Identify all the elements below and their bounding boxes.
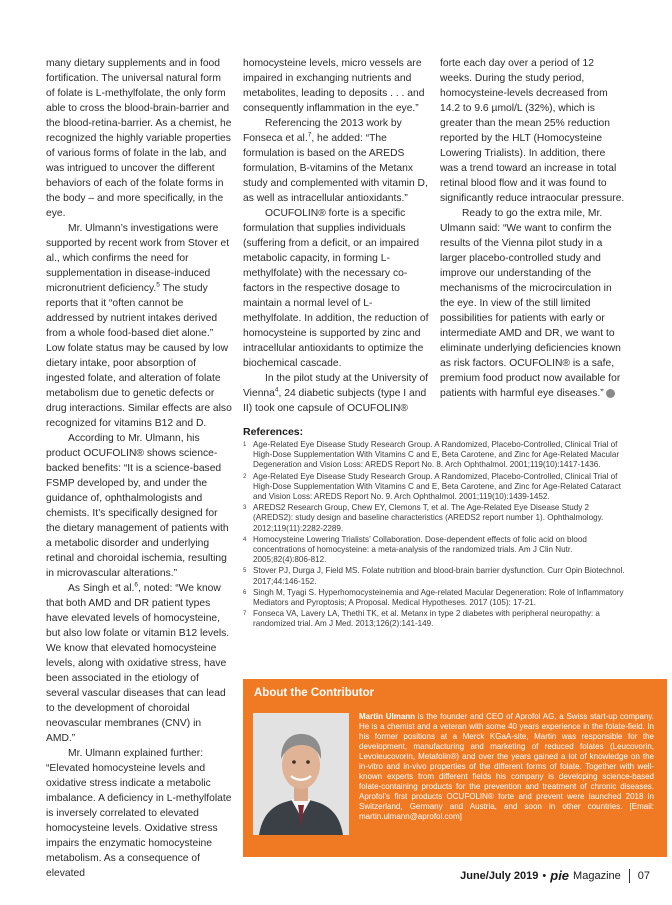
contributor-name: Martin Ulmann [359, 712, 416, 721]
paragraph-text: , 24 diabetic subjects (type I and II) took one capsule of OCUFOLIN® [243, 388, 427, 414]
paragraph [46, 581, 232, 746]
reference-item [243, 440, 625, 471]
reference-item [243, 566, 625, 586]
reference-text: Age-Related Eye Disease Study Research Group. A Randomized, Placebo-Controlled, Clinical Trial of High-Dose Supplementation With Vitamins C and E, Beta Carotene, and Zinc for Age-Related Macular Degeneration and Vision Loss: AREDS Report No. 8. Arch Ophthalmol. 2001;119(10):1417-1436. [253, 440, 620, 470]
reference-item [243, 472, 625, 503]
reference-item [243, 588, 625, 608]
paragraph-text: Referencing the 2013 work by Fonseca et al. [243, 118, 402, 144]
contributor-box [243, 679, 667, 857]
reference-text: Homocysteine Lowering Trialists’ Collaboration. Dose-dependent effects of folic acid on blood concentrations of homocysteine: a meta-analysis of the randomized trials. Am J Clin Nutr. 2005;82(4):806-812. [253, 534, 587, 565]
portrait-illustration [253, 713, 349, 835]
magazine-logo: pie [550, 868, 570, 883]
paragraph: According to Mr. Ulmann, his product OCUFOLIN® shows science-backed benefits: “It is a science-based FSMP developed by, and under the guidance of, ophthalmologists and chemists. It’s specifically designed for the dietary management of patients with a metabolic disorder and underlying retinal and choroidal ischemia, resulting in microvascular alterations.” [46, 433, 229, 579]
article-column-1 [46, 56, 232, 881]
paragraph-text: In the pilot study at the University of Vienna [243, 373, 429, 399]
contributor-photo [253, 713, 349, 835]
paragraph-text: , noted: “We know that both AMD and DR patient types have elevated levels of homocysteine, but also low folate or vitamin B12 levels. We know that elevated homocysteine levels, along with oxidative stress, have been associated in the etiology of several vascular diseases that can lead to the development of choroidal neovascular membranes (CNV) in AMD.” [46, 583, 230, 744]
reference-number: 2 [243, 473, 247, 480]
paragraph: Mr. Ulmann explained further: “Elevated homocysteine levels and oxidative stress indicate a metabolic imbalance. A deficiency in L-methylfolate is inversely correlated to elevated homocysteine levels. Oxidative stress impairs the enzymatic homocysteine metabolism. As a consequence of elevated [46, 748, 232, 879]
contributor-bio-text: is the founder and CEO of Aprofol AG, a Swiss start-up company. He is a chemist and a veteran with some 40 years experience in the folate-field. In his former positions at a Merck KGaA-site, Martin was responsible for the development, manufacturing and marketing of reduced folates (Leucovorin, Levoleucovorin, Metafolin®) and over the years gained a lot of knowledge on the in-vitro and in-vivo properties of the different forms of folate. Together with well-known experts from different fields his company is developing science-based folate-containing products for the prevention and treatment of chronic diseases. Aprofol’s first products OCUFOLIN® forte and prevent were launched 2018 in Switzerland, Germany and Austria, and soon in other countries. [Email: martin.ulmann@aprofol.com] [359, 712, 655, 821]
citation-marker: 5 [156, 281, 160, 289]
reference-number: 5 [243, 568, 247, 575]
footer-bullet: • [542, 869, 547, 882]
page-number: 07 [637, 869, 650, 882]
paragraph-text: As Singh et al. [68, 583, 135, 594]
references-section [243, 426, 625, 631]
reference-item [243, 535, 625, 566]
paragraph [440, 206, 626, 401]
reference-number: 3 [243, 505, 247, 512]
reference-number: 1 [243, 442, 247, 448]
reference-text: AREDS2 Research Group, Chew EY, Clemons T, et al. The Age-Related Eye Disease Study 2 (AREDS2): study design and baseline characteristics (AREDS2 report number 1). Ophthalmology. 2012;119(11):2282-2289. [253, 503, 604, 533]
contributor-box-title: About the Contributor [254, 687, 375, 699]
paragraph: many dietary supplements and in food fortification. The universal natural form of folate is L-methylfolate, the only form able to cross the blood-brain-barrier and the blood-retina-barrier. As a chemist, he recognized the highly variable properties of various forms of folate in the lab, and was intrigued to uncover the different behaviors of each of the folate forms in the body – and more specifically, in the eye. [46, 58, 232, 219]
contributor-bio [359, 712, 654, 822]
reference-text: Fonseca VA, Lavery LA, Thethi TK, et al. Metanx in type 2 diabetes with peripheral neuropathy: a randomized trial. Am J Med. 2013;126(2):141-149. [253, 609, 600, 629]
reference-text: Singh M, Tyagi S. Hyperhomocysteinemia and Age-related Macular Degeneration: Role of Inflammatory Mediators and Pyroptosis; A Proposal. Medical Hypotheses. 2017 (105): 17-21. [253, 587, 624, 608]
paragraph [46, 221, 232, 431]
reference-number: 6 [243, 589, 247, 596]
paragraph: OCUFOLIN® forte is a specific formulation that supplies individuals (suffering from a deficit, or an impaired metabolic capacity, in forming L-methylfolate) with the necessary co-factors in the respective dosage to maintain a normal level of L-methylfolate. In addition, the reduction of homocysteine is supported by zinc and intracellular antioxidants to optimize the biochemical cascade. [243, 208, 429, 369]
article-column-3 [440, 56, 626, 401]
reference-item [243, 609, 625, 629]
paragraph: homocysteine levels, micro vessels are impaired in exchanging nutrients and metabolites, leading to deposits . . . and consequently inflammation in the eye.” [243, 58, 425, 114]
article-column-2 [243, 56, 429, 416]
paragraph-text: The study reports that it “often cannot be addressed by nutrient intakes derived from a whole food-based diet alone.” Low folate status may be caused by low dietary intake, poor absorption of ingested folate, and alteration of folate metabolism due to genetic defects or drug interactions. Similar effects are also recognized for vitamins B12 and D. [46, 283, 232, 429]
paragraph: forte each day over a period of 12 weeks. During the study period, homocysteine-levels decreased from 14.2 to 9.6 µmol/L (32%), which is greater than the mean 25% reduction reported by the HLT (Homocysteine Lowering Trialists). In addition, there was a trend toward an increase in total retinal blood flow and it was found to significantly reduce intraocular pressure. [440, 58, 625, 204]
references-list [243, 440, 625, 630]
end-of-article-icon [606, 389, 615, 398]
paragraph [243, 116, 429, 206]
reference-text: Age-Related Eye Disease Study Research Group. A Randomized, Placebo-Controlled, Clinical Trial of High-Dose Supplementation With Vitamins C and E, Beta Carotene, and Zinc for Age-Related Cataract and Vision Loss: AREDS Report No. 9. Arch Ophthalmol. 2001;119(10):1439-1452. [253, 471, 621, 502]
references-heading: References: [243, 426, 304, 438]
paragraph [243, 371, 429, 416]
magazine-label: Magazine [573, 869, 621, 882]
footer-divider [629, 869, 630, 883]
citation-marker: 4 [274, 386, 279, 394]
reference-number: 4 [243, 536, 247, 543]
citation-marker: 6 [134, 581, 139, 589]
paragraph-text: Ready to go the extra mile, Mr. Ulmann said: “We want to confirm the results of the Vienna pilot study in a larger placebo-controlled study and improve our understanding of the mechanisms of the microcirculation in the eye. In view of the still limited possibilities for patients with early or intermediate AMD and DR, we want to eliminate underlying deficiencies known as risk factors. OCUFOLIN® is a safe, premium food product now available for patients with harmful eye diseases.” [440, 208, 621, 399]
reference-text: Stover PJ, Durga J, Field MS. Folate nutrition and blood-brain barrier dysfunction. Curr Opin Biotechnol. 2017;44:146-152. [253, 566, 625, 586]
reference-number: 7 [243, 611, 247, 618]
issue-date: June/July 2019 [460, 869, 539, 882]
citation-marker: 7 [307, 131, 312, 139]
reference-item [243, 503, 625, 534]
page-footer [460, 868, 650, 883]
paragraph-text: Mr. Ulmann’s investigations were supported by recent work from Stover et al., which confirms the need for supplementation in disease-induced micronutrient deficiency. [46, 223, 230, 294]
paragraph-text: , he added: “The formulation is based on the AREDS formulation, B-vitamins of the Metanx study and complemented with vitamin D, as well as intracellular antioxidants.” [243, 133, 428, 204]
